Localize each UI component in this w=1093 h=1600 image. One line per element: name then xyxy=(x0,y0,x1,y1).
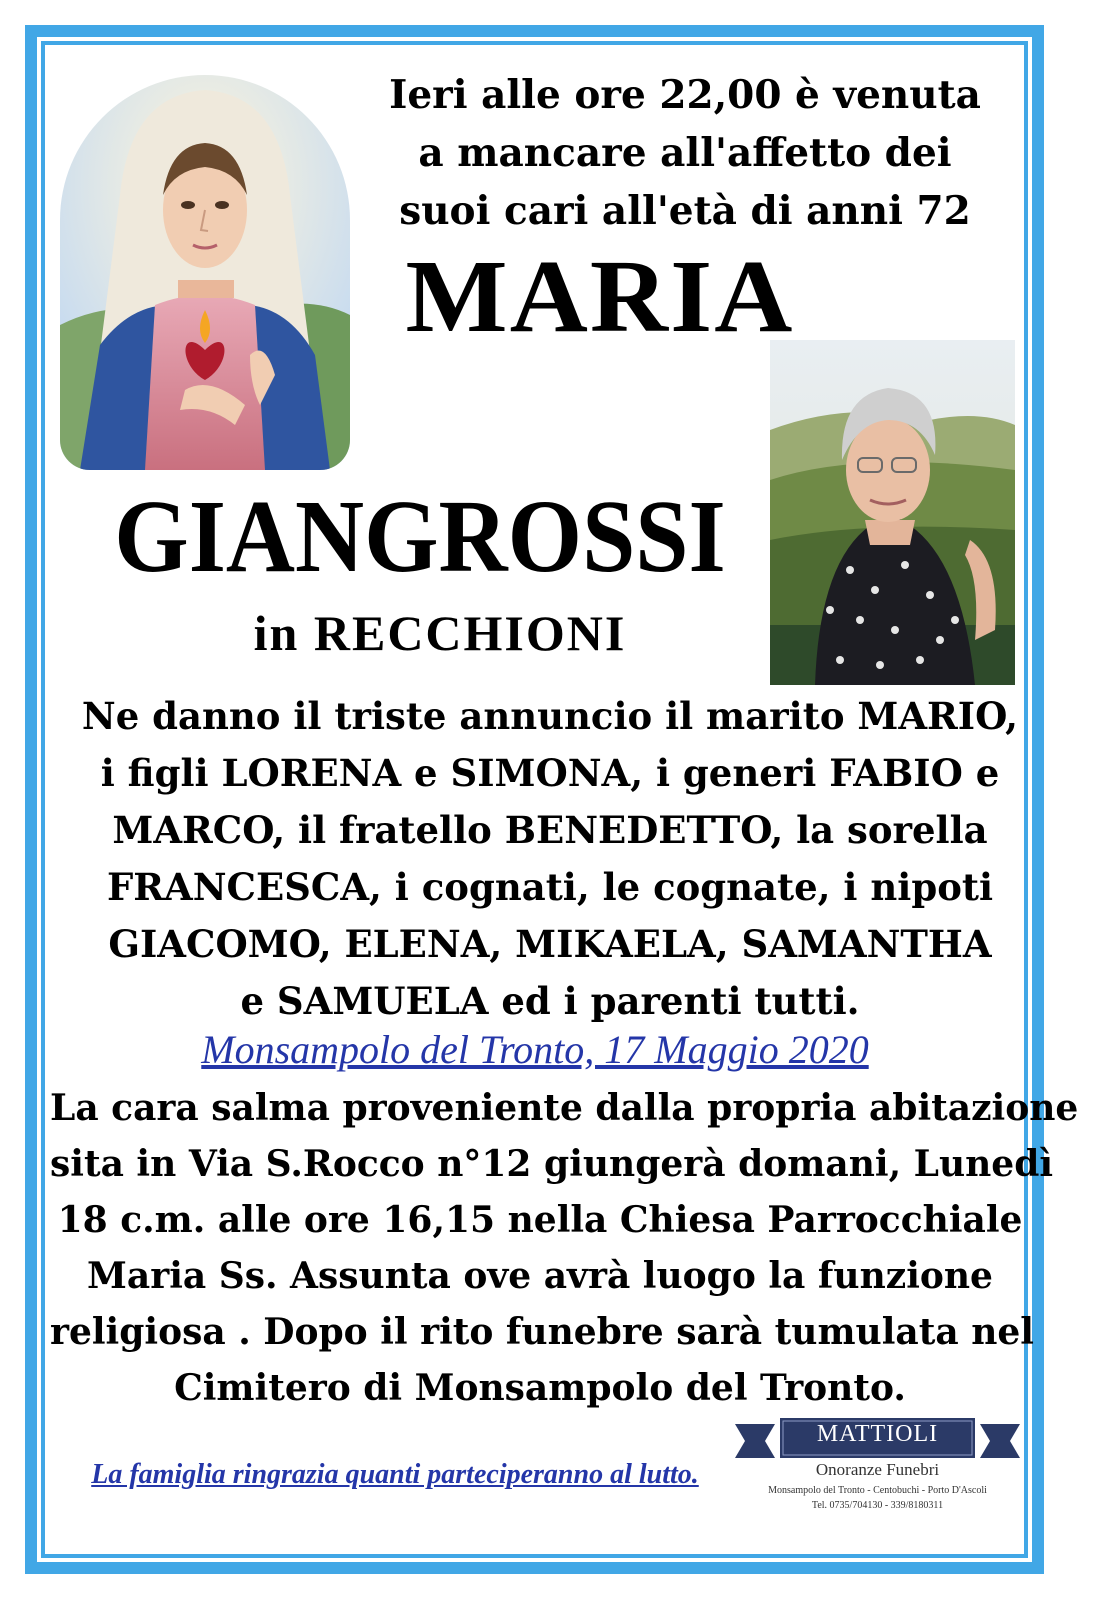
sacred-heart-madonna-image xyxy=(60,75,350,470)
family-line: Ne danno il triste annuncio il marito MARIO, xyxy=(81,694,1019,738)
logo-phone: Tel. 0735/704130 - 339/8180311 xyxy=(811,1500,944,1511)
funeral-details xyxy=(50,1080,1079,1416)
family-line: FRANCESCA, i cognati, le cognate, i nipoti xyxy=(106,865,994,909)
logo-locations: Monsampolo del Tronto - Centobuchi - Porto D'Ascoli xyxy=(768,1485,987,1496)
ceremony-line: La cara salma proveniente dalla propria abitazione xyxy=(50,1087,1079,1129)
intro-line: suoi cari all'età di anni 72 xyxy=(399,188,971,234)
family-line: e SAMUELA ed i parenti tutti. xyxy=(240,979,860,1023)
ceremony-line: Maria Ss. Assunta ove avrà luogo la funzione xyxy=(87,1255,993,1297)
logo-name: MATTIOLI xyxy=(816,1421,939,1447)
intro-line: Ieri alle ore 22,00 è venuta xyxy=(389,72,981,118)
thanks-note: La famiglia ringrazia quanti parteciperanno al lutto. xyxy=(91,1459,699,1490)
ceremony-line: sita in Via S.Rocco n°12 giungerà domani, Lunedì xyxy=(50,1143,1054,1185)
intro-text xyxy=(380,66,990,240)
ceremony-line: religiosa . Dopo il rito funebre sarà tumulata nel xyxy=(50,1311,1034,1353)
married-name: in RECCHIONI xyxy=(253,605,627,661)
family-line: MARCO, il fratello BENEDETTO, la sorella xyxy=(112,808,988,852)
surname: GIANGROSSI xyxy=(114,479,726,594)
logo-subtitle: Onoranze Funebri xyxy=(815,1460,940,1479)
ceremony-line: Cimitero di Monsampolo del Tronto. xyxy=(174,1367,906,1409)
funeral-home-logo xyxy=(735,1410,1020,1520)
first-name: MARIA xyxy=(405,239,795,354)
family-line: i figli LORENA e SIMONA, i generi FABIO e xyxy=(100,751,1000,795)
place-date: Monsampolo del Tronto, 17 Maggio 2020 xyxy=(201,1027,869,1072)
family-line: GIACOMO, ELENA, MIKAELA, SAMANTHA xyxy=(108,922,992,966)
portrait-photo xyxy=(770,340,1015,685)
family-announcement xyxy=(60,688,1040,1030)
intro-line: a mancare all'affetto dei xyxy=(418,130,952,176)
ceremony-line: 18 c.m. alle ore 16,15 nella Chiesa Parrocchiale xyxy=(57,1199,1023,1241)
